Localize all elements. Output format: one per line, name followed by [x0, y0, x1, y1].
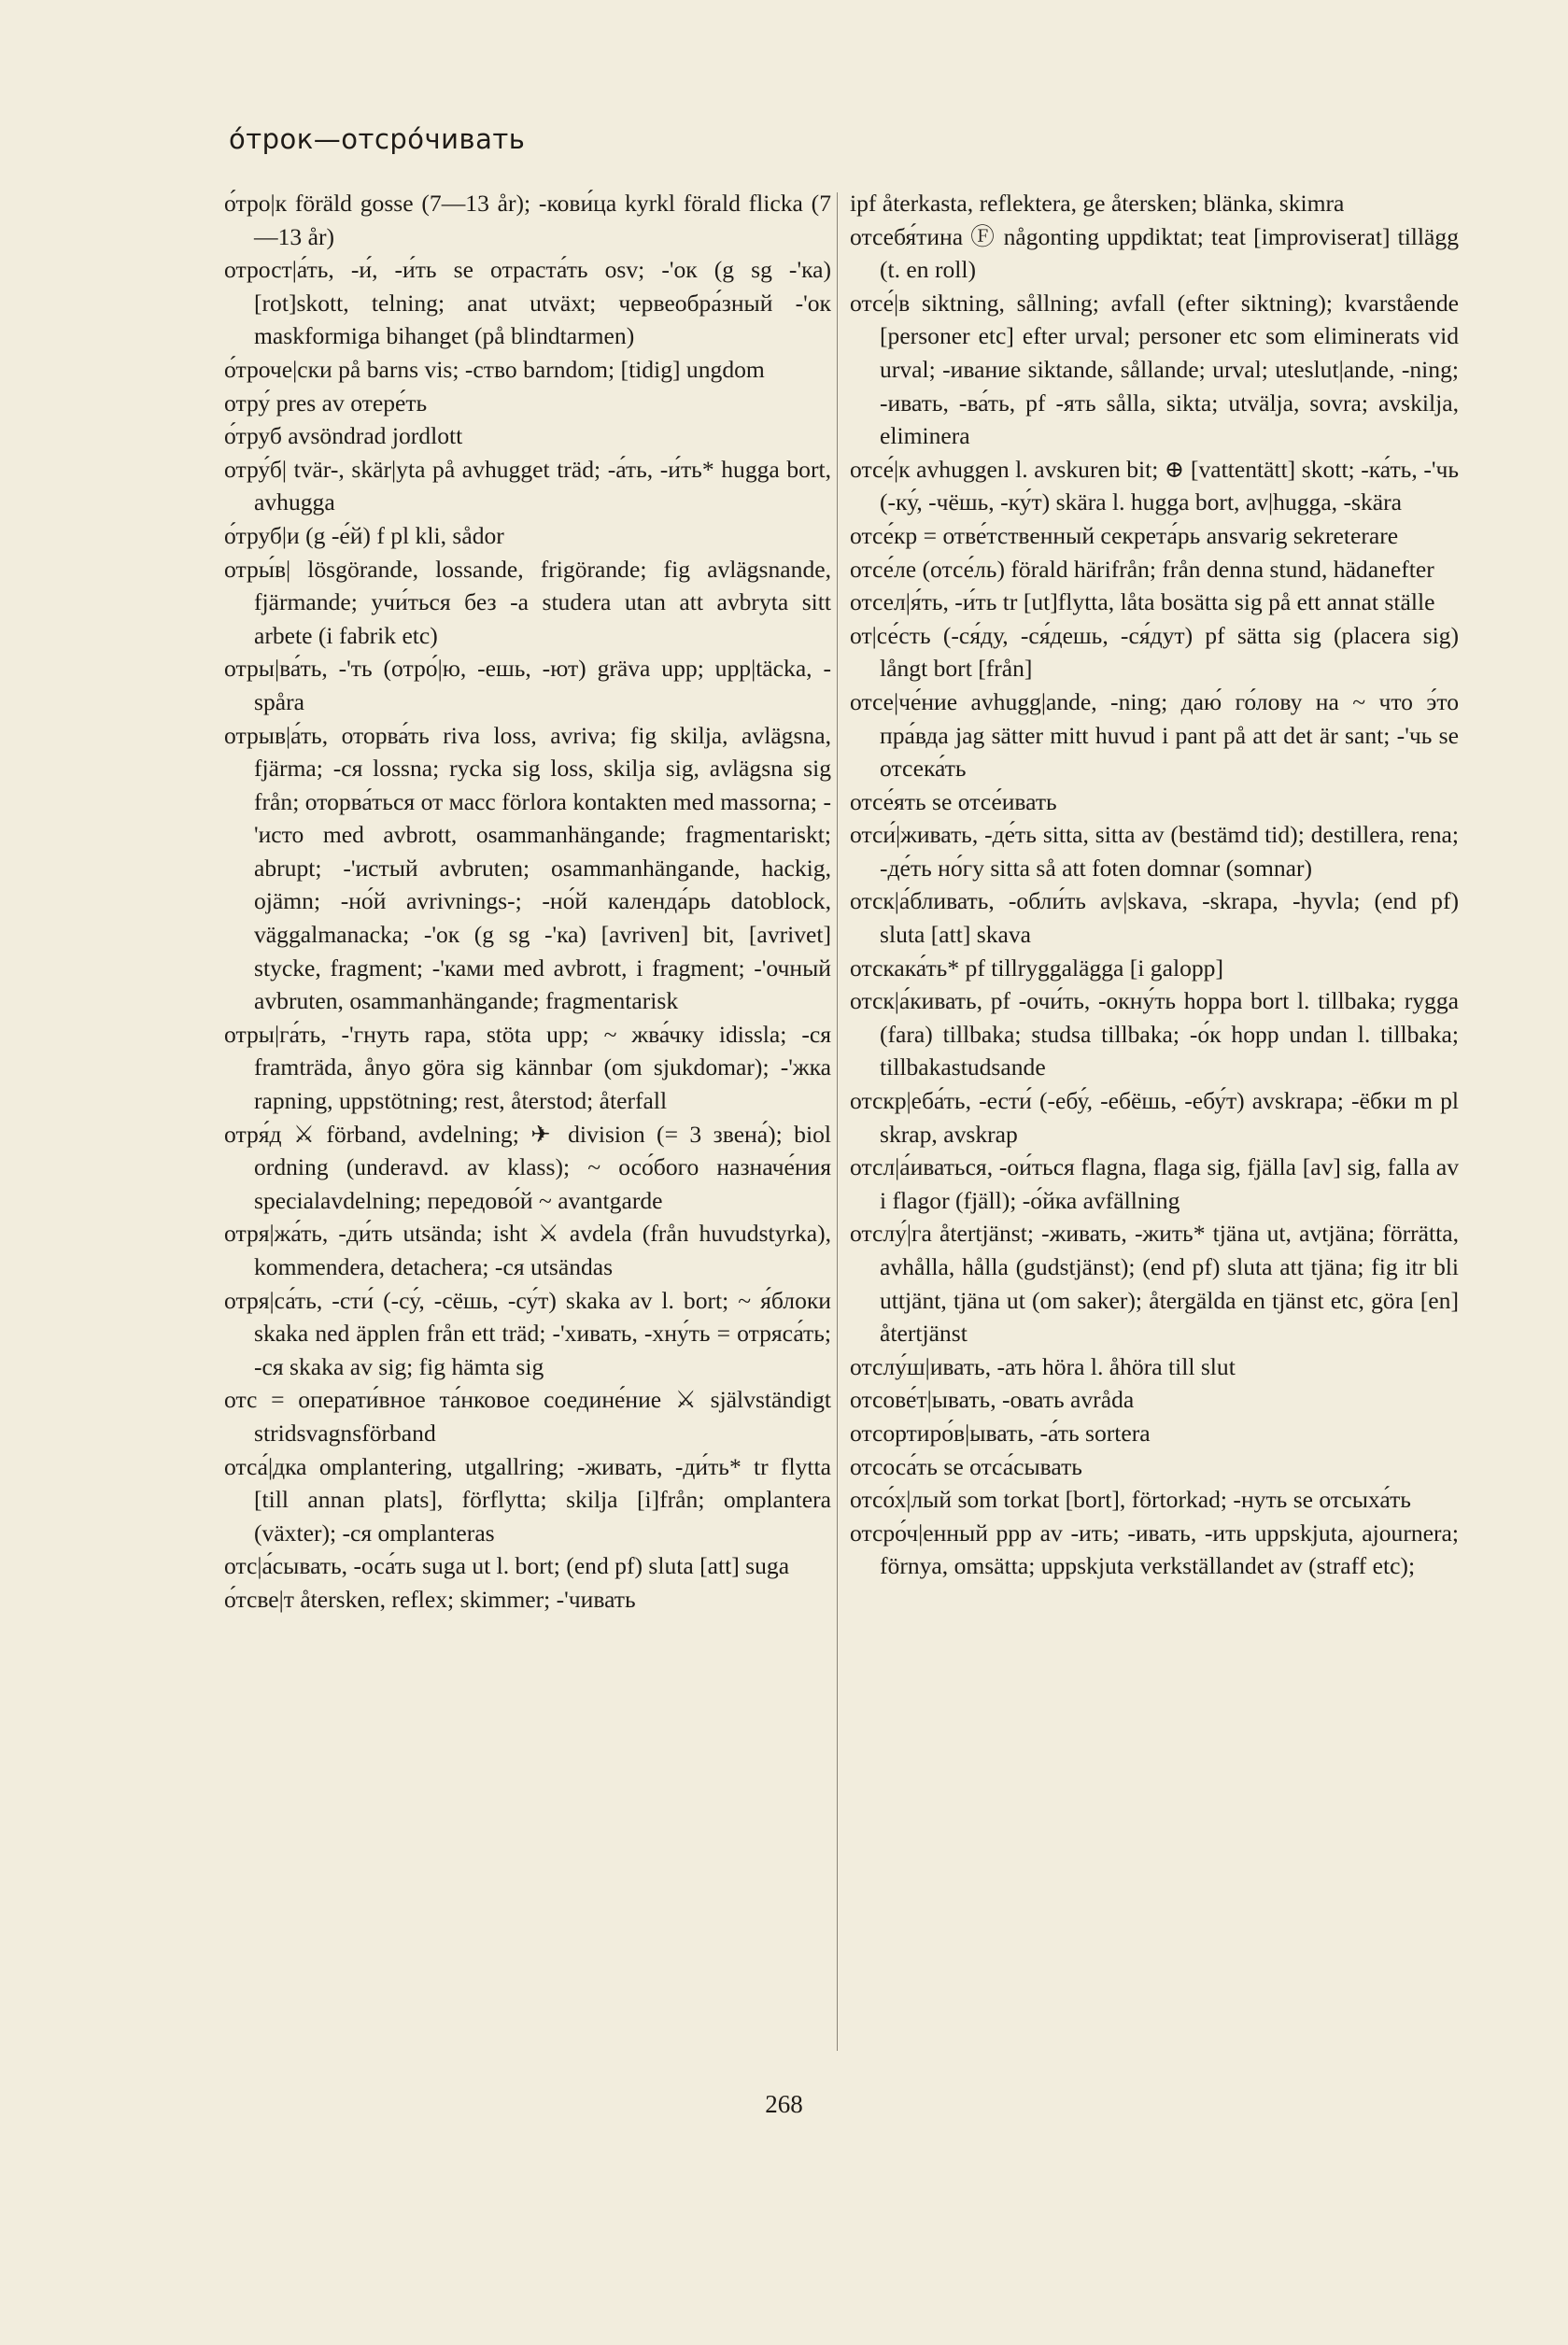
dictionary-entry: отслу́ш|ивать, -ать höra l. åhöra till slut [850, 1352, 1236, 1380]
dictionary-entry: отсоса́ть se отса́сывать [850, 1452, 1082, 1480]
dictionary-entry: отси́|живать, -де́ть sitta, sitta av (bestämd tid); destillera, rena; -де́ть но́гу sitta så att foten domnar (somnar) [850, 821, 1459, 882]
dictionary-entry: отсе́|к avhuggen l. avskuren bit; ⊕ [vattentätt] skott; -ка́ть, -'чь (-ку́, -чёшь, -ку́т) skära l. hugga bort, av|hugga, -skära [850, 455, 1459, 516]
dictionary-entry: отса́|дка omplantering, utgallring; -живать, -ди́ть* tr flytta [till annan plats], förflytta; skilja [i]från; omplantera (växter); -ся omplanteras [224, 1452, 831, 1547]
dictionary-entry: отсро́ч|енный ppp av -ить; -ивать, -ить uppskjuta, ajournera; förnya, omsätta; uppskjuta verkställandet av (straff etc); [850, 1519, 1459, 1580]
dictionary-entry: отс|а́сывать, -оса́ть suga ut l. bort; (end pf) sluta [att] suga [224, 1552, 790, 1580]
dictionary-entry: отры́в| lösgörande, lossande, frigörande; fig avlägsnande, fjärmande; учи́ться без -а studera utan att avbryta sitt arbete (i fabrik etc) [224, 555, 831, 649]
dictionary-entry: отрыв|а́ть, оторва́ть riva loss, avriva; fig skilja, avlägsna, fjärma; -ся lossna; rycka sig loss, skilja sig, avlägsna sig från; оторва́ться от масс förlora kontakten med massorna; -'исто med avbrott, osammanhängande; fragmentariskt; abrupt; -'истый avbruten; osammanhängande, hackig, ojämn; -но́й avrivnings-; -но́й календа́рь datoblock, väggalmanacka; -'ок (g sg -'ка) [avriven] bit, [avrivet] stycke, fragment; -'ками med avbrott, i fragment; -'очный avbruten, osammanhängande; fragmentarisk [224, 721, 831, 1015]
dictionary-entry: отрост|а́ть, -и́, -и́ть se отраста́ть osv; -'ок (g sg -'ка) [rot]skott, telning; anat utväxt; червеобра́зный -'ок maskformiga bihanget (på blindtarmen) [224, 256, 831, 350]
dictionary-entry: о́троче|ски på barns vis; -ство barndom; [tidig] ungdom [224, 355, 765, 383]
dictionary-entry: отскака́ть* pf tillryggalägga [i galopp] [850, 954, 1223, 982]
dictionary-entry: о́труб|и (g -е́й) f pl kli, sådor [224, 521, 504, 549]
dictionary-entry: отсе́кр = отве́тственный секрета́рь ansvarig sekreterare [850, 521, 1399, 549]
right-column [850, 187, 1459, 1583]
dictionary-entry: отсел|я́ть, -и́ть tr [ut]flytta, låta bosätta sig på ett annat ställe [850, 588, 1435, 616]
dictionary-entry: о́труб avsöndrad jordlott [224, 422, 463, 450]
dictionary-entry: отсл|а́иваться, -ои́ться flagna, flaga sig, fjälla [av] sig, falla av i flagor (fjäll); -о́йка avfällning [850, 1153, 1459, 1214]
dictionary-entry: отря́д ⚔ förband, avdelning; ✈ division (= 3 звена́); biol ordning (underavd. av klass); ~ осо́бого назначе́ния specialavdelning; передово́й ~ avantgarde [224, 1120, 831, 1214]
left-column [224, 187, 831, 1617]
dictionary-entry: о́тро|к föräld gosse (7—13 år); -кови́ца kyrkl förald flicka (7—13 år) [224, 190, 831, 250]
dictionary-entry: отря|жа́ть, -ди́ть utsända; isht ⚔ avdela (från huvudstyrka), kommendera, detachera; -ся utsändas [224, 1220, 831, 1280]
dictionary-entry: отры|га́ть, -'гнуть rapa, stöta upp; ~ жва́чку idissla; -ся framträda, ånyo göra sig kännbar (om sjukdomar); -'жка rapning, uppstötning; rest, återstod; återfall [224, 1020, 831, 1115]
dictionary-entry: отслу́|га återtjänst; -живать, -жить* tjäna ut, avtjäna; förrätta, avhålla, hålla (gudstjänst); (end pf) sluta att tjäna; fig itr bli uttjänt, tjäna ut (om saker); återgälda en tjänst etc, göra [en] återtjänst [850, 1220, 1459, 1348]
dictionary-entry: отсо́х|лый som torkat [bort], förtorkad; -нуть se отсыха́ть [850, 1486, 1411, 1514]
running-title: о́трок—отсро́чивать [229, 123, 526, 155]
dictionary-entry: отск|а́кивать, pf -очи́ть, -окну́ть hoppa bort l. tillbaka; rygga (fara) tillbaka; studsa tillbaka; -о́к hopp undan l. tillbaka; tillbakastudsande [850, 987, 1459, 1081]
dictionary-entry: отря|са́ть, -сти́ (-су́, -сёшь, -су́т) skaka av l. bort; ~ я́блоки skaka ned äpplen från ett träd; -'хивать, -хну́ть = отряса́ть; -ся skaka av sig; fig hämta sig [224, 1286, 831, 1380]
dictionary-entry: отск|а́бливать, -обли́ть av|skava, -skrapa, -hyvla; (end pf) sluta [att] skava [850, 887, 1459, 949]
column-divider [837, 192, 838, 2051]
dictionary-entry: отс = операти́вное та́нковое соедине́ние ⚔ självständigt stridsvagnsförband [224, 1386, 831, 1447]
dictionary-entry: отсе|че́ние avhugg|ande, -ning; даю́ го́лову на ~ что э́то пра́вда jag sätter mitt huvud i pant på att det är sant; -'чь se отсека́ть [850, 687, 1459, 783]
dictionary-entry: отсове́т|ывать, -овать avråda [850, 1386, 1135, 1414]
dictionary-entry: отсе́|в siktning, sållning; avfall (efter siktning); kvarstående [personer etc] efter urval; personer etc som eliminerats vid urval; -ивание siktande, sållande; urval; uteslut|ande, -ning; -ивать, -ва́ть, pf -ять sålla, sikta; utvälja, sovra; avskilja, eliminera [850, 289, 1459, 450]
dictionary-entry: отру́б| tvär-, skär|yta på avhugget träd; -а́ть, -и́ть* hugga bort, avhugga [224, 455, 831, 516]
dictionary-entry: о́тсве|т återsken, reflex; skimmer; -'чивать [224, 1585, 636, 1613]
dictionary-entry: отсе́ле (отсе́ль) förald härifrån; från denna stund, hädanefter [850, 555, 1434, 583]
dictionary-entry: отсебя́тина Ⓕ någonting uppdiktat; teat [improviserat] tillägg (t. en roll) [850, 222, 1459, 284]
dictionary-entry: отсортиро́в|ывать, -а́ть sortera [850, 1419, 1151, 1447]
dictionary-entry: отры|ва́ть, -'ть (отро́|ю, -ешь, -ют) gräva upp; upp|täcka, -spåra [224, 655, 831, 715]
dictionary-entry: отру́ pres av отере́ть [224, 388, 428, 417]
dictionary-entry: отсе́ять se отсе́ивать [850, 787, 1057, 815]
page-number: 268 [765, 2090, 803, 2118]
dictionary-entry-continuation: ipf återkasta, reflektera, ge återsken; blänka, skimra [850, 190, 1345, 217]
dictionary-entry: от|се́сть (-ся́ду, -ся́дешь, -ся́дут) pf sätta sig (placera sig) långt bort [från] [850, 621, 1459, 683]
dictionary-entry: отскр|еба́ть, -ести́ (-ебу́, -ебёшь, -ебу́т) avskrapa; -ёбки m pl skrap, avskrap [850, 1087, 1459, 1148]
